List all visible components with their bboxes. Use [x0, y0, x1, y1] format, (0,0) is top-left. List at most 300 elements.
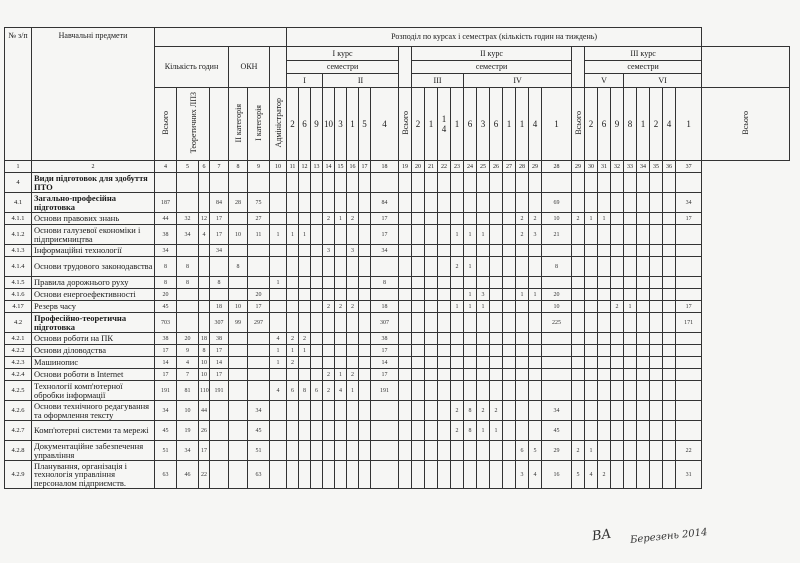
row-code: 4.2.2: [5, 345, 32, 357]
course3-week: [663, 225, 676, 245]
hours-lpz: [199, 301, 210, 313]
course2-week: [451, 357, 464, 369]
course1-week: [323, 357, 335, 369]
course2-week: [451, 277, 464, 289]
course1-week: 2: [287, 357, 299, 369]
course2-week: [464, 193, 477, 213]
row-code: 4.2.6: [5, 401, 32, 421]
course3-week: [650, 213, 663, 225]
course1-week: [335, 245, 347, 257]
course3-total: 17: [676, 301, 702, 313]
admin-hours: [248, 173, 270, 193]
course1-week: 2: [335, 301, 347, 313]
course2-week: [412, 333, 425, 345]
course1-total: [371, 257, 399, 277]
course1-total: [371, 441, 399, 461]
course1-week: [299, 289, 311, 301]
course3-week: [572, 301, 585, 313]
course2-week: [529, 401, 542, 421]
course2-week: [516, 245, 529, 257]
hours-lpz: 18: [199, 333, 210, 345]
row-name: Види підготовок для здобуття ПТО: [32, 173, 155, 193]
course1-week: [270, 441, 287, 461]
course1-week: [359, 461, 371, 489]
course1-total: 84: [371, 193, 399, 213]
course2-week: [425, 333, 438, 345]
column-number: 19: [399, 161, 412, 173]
hours-lpz: 8: [199, 345, 210, 357]
course2-week: [529, 381, 542, 401]
total3-header: Всього: [741, 111, 751, 135]
row-code: 4.2.9: [5, 461, 32, 489]
course1-week: [335, 225, 347, 245]
course2-week: [438, 277, 451, 289]
table-row: [5, 289, 790, 301]
semesters-label-2: семестри: [412, 61, 572, 74]
column-number: 7: [210, 161, 229, 173]
row-code: 4.1.3: [5, 245, 32, 257]
okn-cat2: [210, 461, 229, 489]
course2-week: 1: [529, 289, 542, 301]
row-code: 4.17: [5, 301, 32, 313]
course2-week: [529, 345, 542, 357]
course2-week: 2: [451, 257, 464, 277]
okn-cat1: [229, 333, 248, 345]
hours-total: 17: [155, 369, 177, 381]
course3-week: [637, 441, 650, 461]
course1-week: 2: [287, 333, 299, 345]
course2-week: [451, 193, 464, 213]
course3-week: [572, 345, 585, 357]
course1-week: [299, 461, 311, 489]
column-number: 30: [585, 161, 598, 173]
row-name: Резерв часу: [32, 301, 155, 313]
course2-week: 6: [516, 441, 529, 461]
course1-week: [323, 461, 335, 489]
week-c2-7: 1: [503, 88, 516, 161]
okn-cat1: [229, 421, 248, 441]
column-number: 21: [425, 161, 438, 173]
course3-week: 1: [624, 301, 637, 313]
column-number: 16: [347, 161, 359, 173]
course2-week: [412, 401, 425, 421]
admin-hours: 45: [248, 421, 270, 441]
course3-week: [598, 357, 611, 369]
course3-week: [585, 245, 598, 257]
table-row: [5, 345, 790, 357]
course1-week: [270, 213, 287, 225]
row-name: Основи роботи в Internet: [32, 369, 155, 381]
course1-total: 17: [371, 345, 399, 357]
course3-week: [585, 289, 598, 301]
course2-week: 1: [490, 421, 503, 441]
course2-week: [399, 421, 412, 441]
admin-hours: 34: [248, 401, 270, 421]
course2-week: [490, 213, 503, 225]
okn-cat1: [229, 401, 248, 421]
course1-week: 2: [347, 369, 359, 381]
course3-week: 5: [572, 461, 585, 489]
course1-week: 1: [287, 345, 299, 357]
course2-week: 2: [490, 401, 503, 421]
course1-week: [311, 277, 323, 289]
course2-week: [412, 225, 425, 245]
course3-week: 1: [585, 213, 598, 225]
course3-week: [650, 225, 663, 245]
course2-week: [503, 421, 516, 441]
distribution-header: Розподіл по курсах і семестрах (кількість годин на тиждень): [287, 28, 702, 47]
course1-week: [311, 369, 323, 381]
week-c1-1: 6: [299, 88, 311, 161]
okn-cat1: [229, 441, 248, 461]
row-name: Основи роботи на ПК: [32, 333, 155, 345]
table-row: [5, 421, 790, 441]
hours-lpz: [199, 173, 210, 193]
hours-theory: 8: [177, 257, 199, 277]
admin-hours: 11: [248, 225, 270, 245]
row-name: Машинопис: [32, 357, 155, 369]
hours-total: 38: [155, 225, 177, 245]
hours-theory: [177, 245, 199, 257]
hours-theory: [177, 289, 199, 301]
column-number: 29: [529, 161, 542, 173]
course1-week: 4: [270, 333, 287, 345]
course2-week: [399, 345, 412, 357]
sem3-header: ІІІ: [412, 74, 464, 88]
course1-total: 307: [371, 313, 399, 333]
course2-week: [464, 369, 477, 381]
course1-week: 1: [335, 369, 347, 381]
course1-total: [371, 401, 399, 421]
hours-theory: 34: [177, 225, 199, 245]
course1-week: [323, 345, 335, 357]
course2-week: [516, 369, 529, 381]
course1-week: [299, 213, 311, 225]
course2-week: [451, 173, 464, 193]
course2-week: [477, 441, 490, 461]
column-number: 15: [335, 161, 347, 173]
total2-header: Всього: [573, 111, 583, 135]
column-number: 12: [299, 161, 311, 173]
course3-week: [663, 301, 676, 313]
course2-week: [477, 313, 490, 333]
course2-week: [399, 193, 412, 213]
course3-week: [585, 357, 598, 369]
course3-week: [585, 333, 598, 345]
okn-cat1: 8: [229, 257, 248, 277]
course1-week: 1: [299, 345, 311, 357]
course3-total: [676, 245, 702, 257]
course2-week: [438, 441, 451, 461]
course1-week: 1: [299, 225, 311, 245]
course2-week: [529, 277, 542, 289]
course2-week: [477, 369, 490, 381]
course3-week: [624, 461, 637, 489]
week-c1-5: 1: [347, 88, 359, 161]
course2-week: [503, 225, 516, 245]
hours-theory: 8: [177, 277, 199, 289]
course3-week: [611, 245, 624, 257]
course2-week: [529, 421, 542, 441]
course3-week: [572, 357, 585, 369]
course2-week: [529, 245, 542, 257]
course1-week: [359, 277, 371, 289]
course1-week: [299, 193, 311, 213]
course3-week: 2: [598, 461, 611, 489]
hours-lpz: [199, 289, 210, 301]
course2-week: [516, 277, 529, 289]
table-row: [5, 193, 790, 213]
sem2-header: ІІ: [323, 74, 399, 88]
admin-hours: [248, 277, 270, 289]
course3-week: [637, 289, 650, 301]
okn-cat1: [229, 461, 248, 489]
course1-week: [359, 301, 371, 313]
course2-week: [425, 245, 438, 257]
hours-theory: 81: [177, 381, 199, 401]
course1-week: [359, 357, 371, 369]
hours-total: 8: [155, 277, 177, 289]
table-row: [5, 173, 790, 193]
week-c2-0: 2: [412, 88, 425, 161]
course2-week: [477, 257, 490, 277]
course1-total: 14: [371, 357, 399, 369]
course1-week: [311, 333, 323, 345]
okn-header: ОКН: [229, 47, 270, 88]
table-row: [5, 225, 790, 245]
row-code: 4.2.4: [5, 369, 32, 381]
course2-week: [438, 313, 451, 333]
hours-lpz: 4: [199, 225, 210, 245]
course2-week: [516, 381, 529, 401]
row-name: Професійно-теоретична підготовка: [32, 313, 155, 333]
okn-cat2: [210, 401, 229, 421]
course2-week: [425, 441, 438, 461]
row-name: Інформаційні технології: [32, 245, 155, 257]
course2-week: [490, 289, 503, 301]
course2-week: [425, 193, 438, 213]
sem6-header: VI: [624, 74, 702, 88]
week-c2-1: 1: [425, 88, 438, 161]
course2-week: [503, 313, 516, 333]
course1-week: [270, 369, 287, 381]
okn-cat2: 17: [210, 213, 229, 225]
course3-week: [663, 193, 676, 213]
course1-week: [299, 369, 311, 381]
cat2-header: ІІ категорія: [233, 103, 243, 143]
column-number: 20: [412, 161, 425, 173]
okn-cat2: 191: [210, 381, 229, 401]
column-number: 18: [371, 161, 399, 173]
course1-week: [311, 225, 323, 245]
course3-week: [611, 381, 624, 401]
row-code: 4.2: [5, 313, 32, 333]
course1-week: [335, 357, 347, 369]
row-name: Основи енергоефективності: [32, 289, 155, 301]
okn-cat1: [229, 213, 248, 225]
course1-week: [299, 421, 311, 441]
course3-week: [611, 421, 624, 441]
course3-total: [676, 421, 702, 441]
course1-week: [347, 345, 359, 357]
hours-theory: [177, 193, 199, 213]
course2-week: [464, 345, 477, 357]
course2-week: [438, 381, 451, 401]
column-number: 24: [464, 161, 477, 173]
course3-week: [611, 257, 624, 277]
course2-week: [490, 257, 503, 277]
course2-week: [503, 345, 516, 357]
course3-week: [637, 401, 650, 421]
course2-week: 1: [464, 225, 477, 245]
week-c3-5: 2: [650, 88, 663, 161]
course2-total: [542, 277, 572, 289]
course2-week: [477, 381, 490, 401]
course2-week: [464, 441, 477, 461]
row-code: 4.1.6: [5, 289, 32, 301]
course2-week: [464, 277, 477, 289]
course3-week: [624, 225, 637, 245]
course1-header: І курс: [287, 47, 399, 61]
table-row: [5, 369, 790, 381]
course1-week: [311, 421, 323, 441]
course1-week: [335, 345, 347, 357]
course1-week: [347, 401, 359, 421]
semesters-label-1: семестри: [287, 61, 399, 74]
row-code: 4.2.5: [5, 381, 32, 401]
hours-theory: 10: [177, 401, 199, 421]
hours-theory: [177, 301, 199, 313]
course1-week: [323, 225, 335, 245]
column-number: 32: [611, 161, 624, 173]
okn-cat1: 10: [229, 225, 248, 245]
course1-week: [287, 461, 299, 489]
course2-week: [529, 357, 542, 369]
course1-week: [359, 369, 371, 381]
course1-week: [335, 401, 347, 421]
course2-week: [503, 333, 516, 345]
course2-total: 34: [542, 401, 572, 421]
course3-week: [572, 193, 585, 213]
sem4-header: ІV: [464, 74, 572, 88]
course2-week: [490, 369, 503, 381]
course1-week: 2: [347, 301, 359, 313]
table-row: [5, 277, 790, 289]
course1-week: [287, 213, 299, 225]
row-code: 4.2.7: [5, 421, 32, 441]
course1-total: [371, 421, 399, 441]
course3-week: [572, 369, 585, 381]
course2-total: 16: [542, 461, 572, 489]
course3-week: [598, 225, 611, 245]
course1-week: [359, 257, 371, 277]
course2-week: [451, 461, 464, 489]
course1-week: [359, 401, 371, 421]
week-c2-3: 1: [451, 88, 464, 161]
course2-week: [516, 301, 529, 313]
table-row: [5, 357, 790, 369]
course2-week: [412, 213, 425, 225]
column-number: 35: [650, 161, 663, 173]
course1-week: [311, 441, 323, 461]
course2-week: 1: [477, 301, 490, 313]
course3-week: [624, 333, 637, 345]
course1-week: [335, 441, 347, 461]
course2-week: [425, 313, 438, 333]
table-row: [5, 245, 790, 257]
column-number: 10: [270, 161, 287, 173]
course2-week: [529, 369, 542, 381]
course1-week: [311, 313, 323, 333]
course2-week: [451, 369, 464, 381]
course1-week: [335, 461, 347, 489]
course3-total: [676, 345, 702, 357]
course1-total: 17: [371, 213, 399, 225]
column-number: 33: [624, 161, 637, 173]
hours-total: 45: [155, 301, 177, 313]
course2-week: [425, 301, 438, 313]
course1-week: [287, 193, 299, 213]
admin-hours: 20: [248, 289, 270, 301]
course1-week: [323, 333, 335, 345]
course3-week: [585, 345, 598, 357]
col-num-header: № з/п: [5, 28, 32, 161]
course2-week: [464, 333, 477, 345]
course3-week: [598, 289, 611, 301]
course3-week: [572, 257, 585, 277]
okn-cat2: [210, 173, 229, 193]
course3-week: [637, 213, 650, 225]
okn-cat1: [229, 345, 248, 357]
course1-week: [311, 357, 323, 369]
course2-total: [542, 245, 572, 257]
course3-week: [650, 369, 663, 381]
week-c2-4: 6: [464, 88, 477, 161]
course3-week: [663, 333, 676, 345]
admin-header: Адміністратор: [273, 98, 283, 148]
course2-week: [425, 345, 438, 357]
course2-week: 2: [516, 225, 529, 245]
course1-week: [335, 193, 347, 213]
course1-week: [323, 421, 335, 441]
course1-week: [299, 441, 311, 461]
week-c2-6: 6: [490, 88, 503, 161]
hours-total: 703: [155, 313, 177, 333]
course2-week: [503, 173, 516, 193]
course3-week: [611, 461, 624, 489]
course1-week: [311, 345, 323, 357]
row-name: Загально-професійна підготовка: [32, 193, 155, 213]
course3-week: [663, 441, 676, 461]
course1-week: [299, 245, 311, 257]
course1-week: 2: [323, 381, 335, 401]
hours-lpz: [199, 245, 210, 257]
course3-week: [637, 333, 650, 345]
course1-week: [287, 369, 299, 381]
course2-week: [399, 333, 412, 345]
course2-week: [529, 173, 542, 193]
course2-week: [490, 441, 503, 461]
week-c2-5: 3: [477, 88, 490, 161]
course3-week: [624, 357, 637, 369]
course1-week: [335, 333, 347, 345]
curriculum-table: [4, 27, 790, 489]
course2-week: [464, 313, 477, 333]
course1-week: [359, 313, 371, 333]
course2-week: [490, 245, 503, 257]
course3-week: [637, 369, 650, 381]
course2-week: 8: [464, 421, 477, 441]
